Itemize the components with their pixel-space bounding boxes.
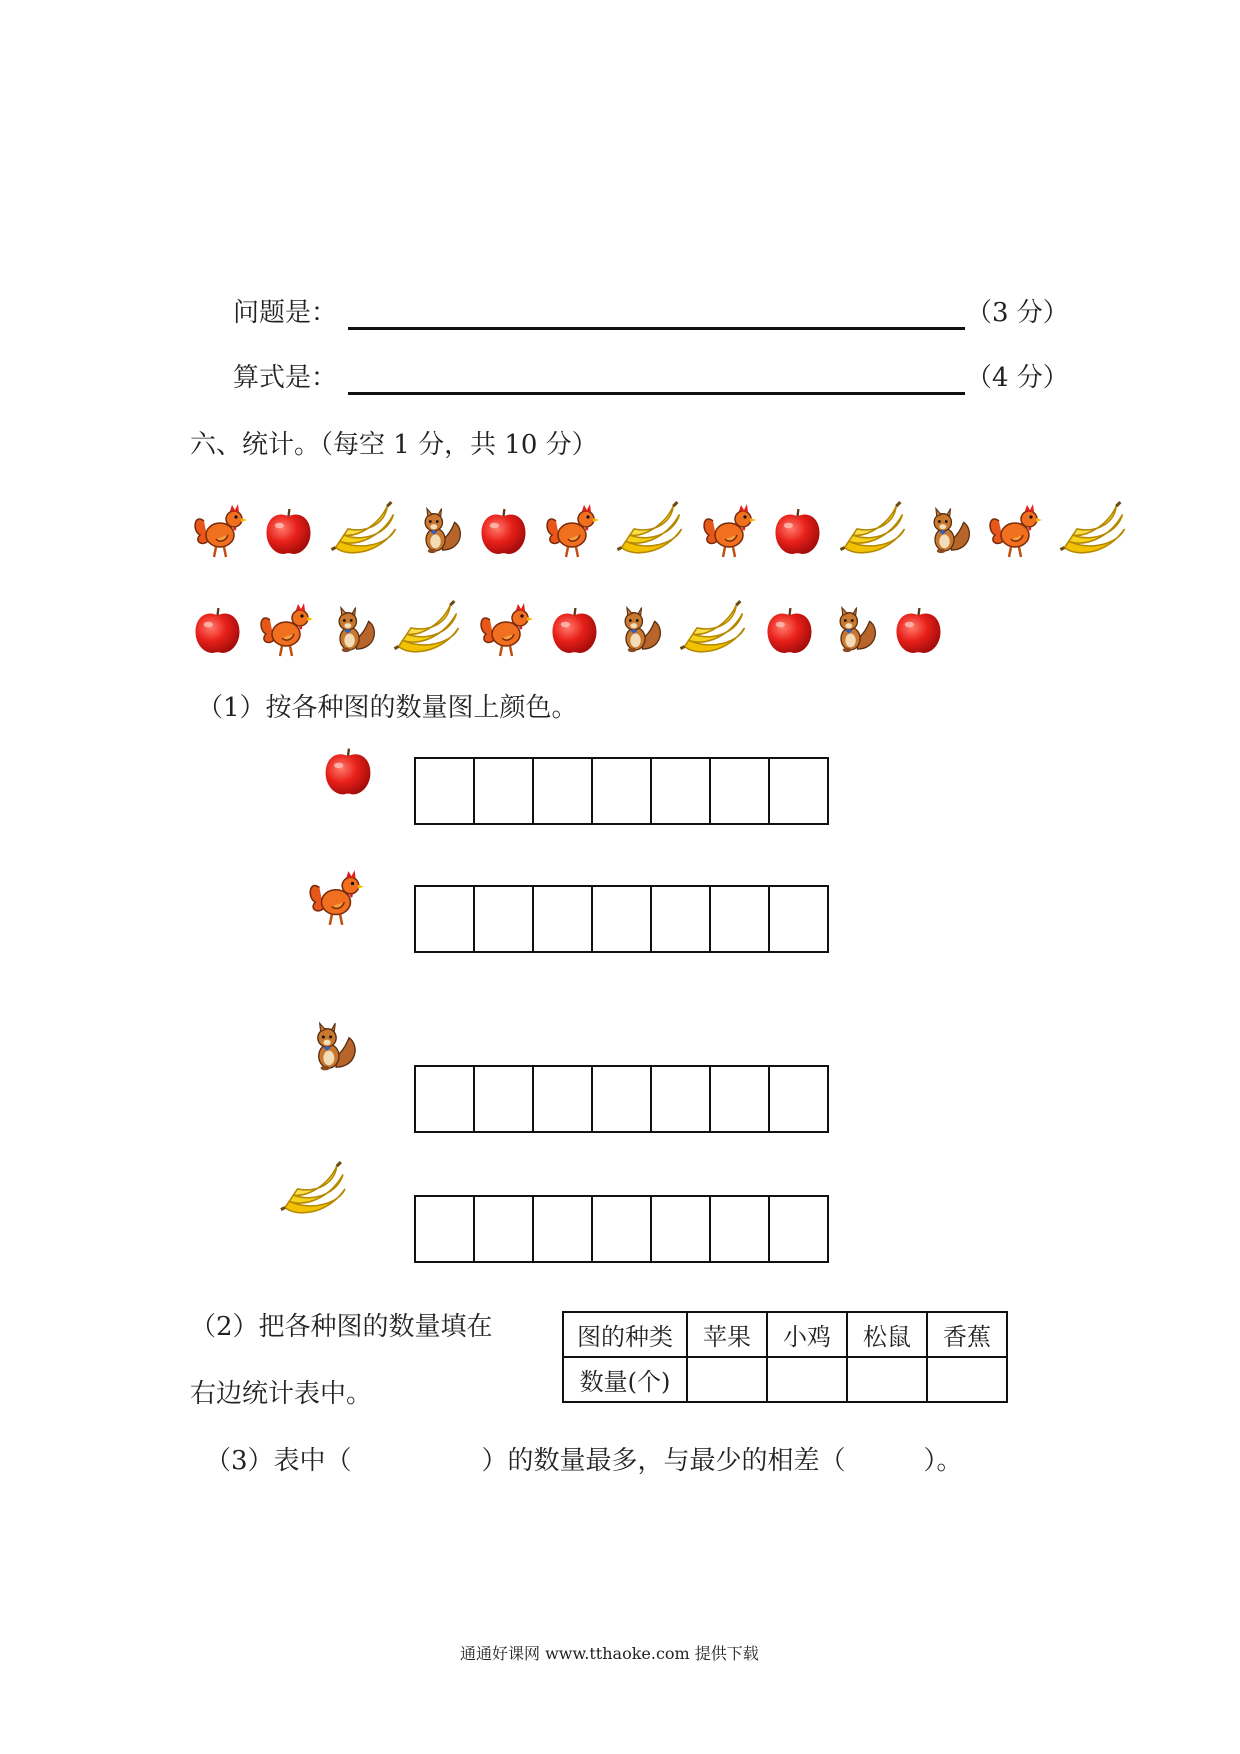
grid-cell[interactable]	[593, 1197, 652, 1261]
grid-cell[interactable]	[770, 887, 827, 951]
squirrel-count-cell[interactable]	[847, 1357, 927, 1402]
table-header-cell: 香蕉	[927, 1312, 1007, 1357]
picture-row-1	[190, 498, 1070, 568]
grid-cell[interactable]	[593, 1067, 652, 1131]
grid-cell[interactable]	[534, 759, 593, 823]
rooster-icon	[190, 500, 250, 562]
part1-instruction: （1）按各种图的数量图上颜色。	[197, 693, 578, 723]
apple-icon	[476, 500, 531, 562]
squirrel-coloring-grid	[414, 1065, 829, 1133]
grid-cell[interactable]	[534, 1067, 593, 1131]
table-row-label: 数量(个)	[563, 1357, 687, 1402]
rooster-icon	[985, 500, 1045, 562]
apple-icon	[770, 500, 825, 562]
grid-cell[interactable]	[652, 1067, 711, 1131]
grid-cell[interactable]	[652, 887, 711, 951]
grid-cell[interactable]	[416, 759, 475, 823]
apple-icon	[891, 599, 946, 661]
part2-line1: （2）把各种图的数量填在	[190, 1312, 493, 1342]
part3-question: （3）表中（ ）的数量最多，与最少的相差（ ）。	[205, 1446, 963, 1476]
squirrel-icon	[828, 599, 880, 661]
apple-icon	[190, 599, 245, 661]
part2-line2: 右边统计表中。	[190, 1379, 373, 1409]
grid-cell[interactable]	[593, 759, 652, 823]
statistics-table	[562, 1311, 1008, 1403]
apple-coloring-grid	[414, 757, 829, 825]
grid-cell[interactable]	[593, 887, 652, 951]
rooster-icon	[542, 500, 602, 562]
squirrel-icon	[305, 1017, 360, 1077]
banana-coloring-grid	[414, 1195, 829, 1263]
grid-cell[interactable]	[652, 759, 711, 823]
table-count-row	[563, 1357, 1007, 1402]
formula-answer-line[interactable]	[348, 392, 965, 395]
banana-icon	[1056, 500, 1131, 562]
footer-text: 通通好课网 www.tthaoke.com 提供下载	[460, 1644, 759, 1663]
problem-label: 问题是：	[233, 298, 338, 328]
banana-icon	[613, 500, 688, 562]
squirrel-icon	[922, 500, 974, 562]
section-heading: 六、统计。（每空 1 分，共 10 分）	[190, 430, 598, 460]
rooster-icon	[305, 866, 367, 930]
squirrel-icon	[413, 500, 465, 562]
grid-cell[interactable]	[416, 1197, 475, 1261]
rooster-icon	[256, 599, 316, 661]
grid-cell[interactable]	[475, 759, 534, 823]
grid-cell[interactable]	[770, 759, 827, 823]
table-header-cell: 小鸡	[767, 1312, 847, 1357]
squirrel-icon	[613, 599, 665, 661]
apple-icon	[547, 599, 602, 661]
banana-icon	[275, 1160, 353, 1222]
grid-cell[interactable]	[416, 887, 475, 951]
banana-count-cell[interactable]	[927, 1357, 1007, 1402]
problem-score: （3 分）	[966, 298, 1069, 328]
chick-count-cell[interactable]	[767, 1357, 847, 1402]
problem-answer-line[interactable]	[348, 327, 965, 330]
grid-cell[interactable]	[711, 1067, 770, 1131]
grid-cell[interactable]	[770, 1067, 827, 1131]
formula-score: （4 分）	[966, 363, 1069, 393]
rooster-icon	[699, 500, 759, 562]
grid-cell[interactable]	[711, 759, 770, 823]
grid-cell[interactable]	[770, 1197, 827, 1261]
grid-cell[interactable]	[711, 1197, 770, 1261]
grid-cell[interactable]	[475, 887, 534, 951]
apple-icon	[320, 742, 376, 800]
picture-row-2	[190, 597, 890, 667]
table-header-row	[563, 1312, 1007, 1357]
apple-icon	[762, 599, 817, 661]
grid-cell[interactable]	[475, 1067, 534, 1131]
banana-icon	[327, 500, 402, 562]
grid-cell[interactable]	[652, 1197, 711, 1261]
table-header-cell: 苹果	[687, 1312, 767, 1357]
apple-count-cell[interactable]	[687, 1357, 767, 1402]
rooster-icon	[476, 599, 536, 661]
apple-icon	[261, 500, 316, 562]
table-header-cell: 松鼠	[847, 1312, 927, 1357]
grid-cell[interactable]	[534, 887, 593, 951]
squirrel-icon	[327, 599, 379, 661]
banana-icon	[390, 599, 465, 661]
grid-cell[interactable]	[534, 1197, 593, 1261]
banana-icon	[676, 599, 751, 661]
grid-cell[interactable]	[475, 1197, 534, 1261]
formula-label: 算式是：	[233, 363, 338, 393]
grid-cell[interactable]	[711, 887, 770, 951]
grid-cell[interactable]	[416, 1067, 475, 1131]
table-header-cell: 图的种类	[563, 1312, 687, 1357]
banana-icon	[836, 500, 911, 562]
rooster-coloring-grid	[414, 885, 829, 953]
